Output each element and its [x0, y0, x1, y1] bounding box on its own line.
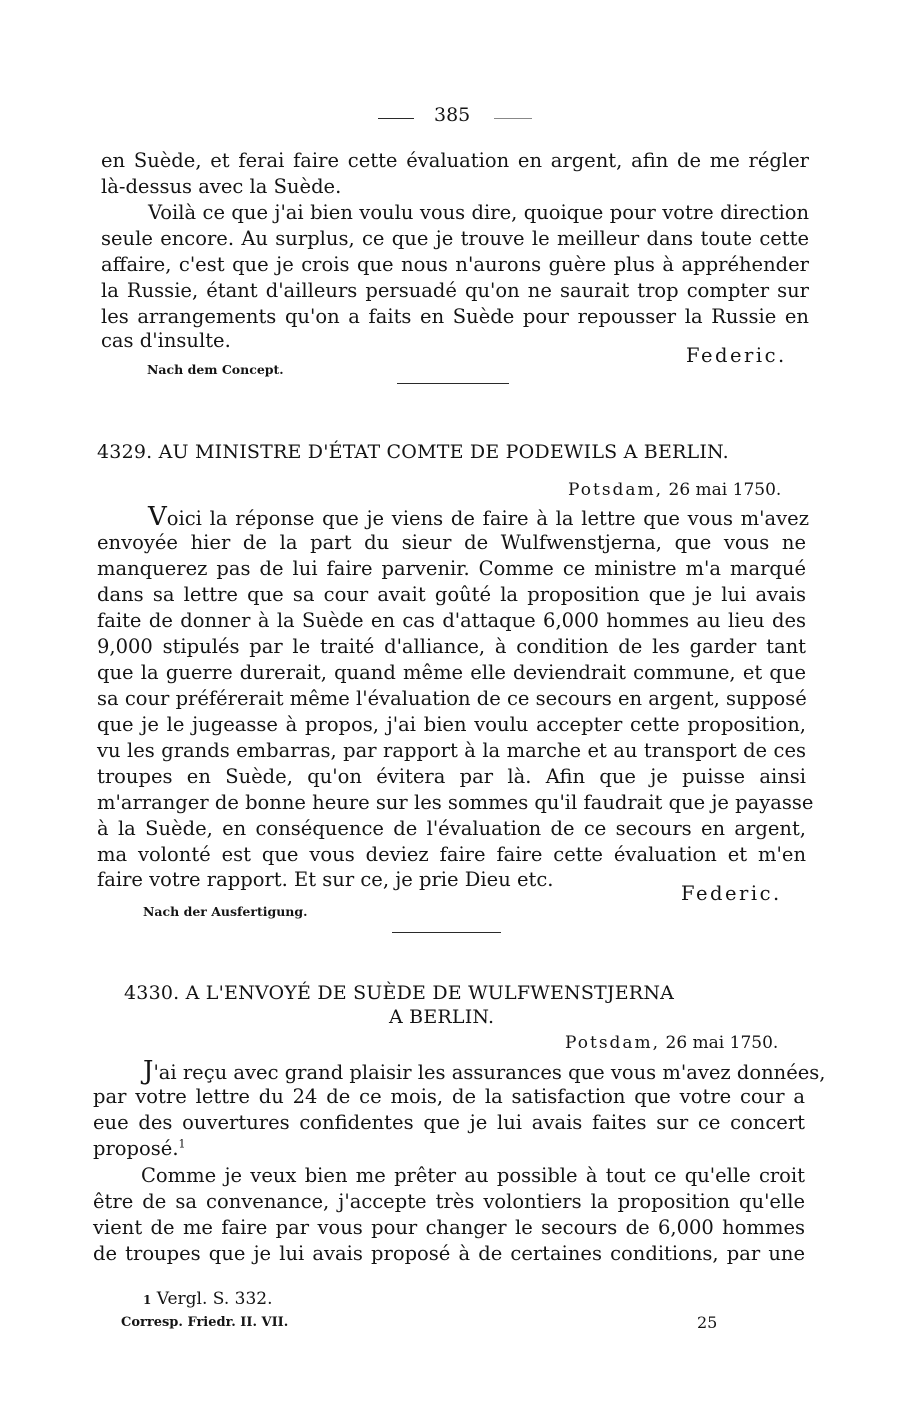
- letter-place: Potsdam,: [565, 1033, 661, 1053]
- text-line: à la Suède, en conséquence de l'évaluation de ce secours en argent,: [97, 817, 806, 840]
- text-line: que je le jugeasse à propos, j'ai bien voulu accepter cette proposition,: [97, 713, 806, 736]
- text-line: cas d'insulte.: [101, 329, 231, 352]
- footnote: [143, 1286, 273, 1313]
- text-line: faire votre rapport. Et sur ce, je prie Dieu etc.: [97, 868, 554, 891]
- initial-letter: J: [143, 1056, 154, 1086]
- text-line: eue des ouvertures confidentes que je lui avais faites sur ce concert: [93, 1111, 805, 1134]
- letter-dateline: [568, 477, 781, 503]
- letter-dateline: [565, 1030, 778, 1056]
- footer-source: Corresp. Friedr. II. VII.: [121, 1315, 289, 1330]
- text-line: de troupes que je lui avais proposé à de certaines conditions, par une: [93, 1242, 805, 1265]
- letter-heading: 4330. A L'ENVOYÉ DE SUÈDE DE WULFWENSTJERNA: [124, 982, 675, 1004]
- text-line-content: proposé.: [93, 1137, 179, 1160]
- text-line: [93, 1136, 186, 1162]
- text-line: m'arranger de bonne heure sur les sommes qu'il faudrait que je payasse: [97, 791, 814, 814]
- text-line: par votre lettre du 24 de ce mois, de la satisfaction que votre cour a: [93, 1085, 805, 1108]
- text-line: vu les grands embarras, par rapport à la marche et au transport de ces: [97, 739, 806, 762]
- section-divider: [397, 383, 509, 384]
- text-line: envoyée hier de la part du sieur de Wulfwenstjerna, que vous ne: [97, 531, 806, 554]
- text-line-content: oici la réponse que je viens de faire à la lettre que vous m'avez: [166, 507, 809, 530]
- text-line: ma volonté est que vous deviez faire faire cette évaluation et m'en: [97, 843, 806, 866]
- letter-date: 26 mai 1750.: [665, 1033, 779, 1053]
- page-number: 385: [434, 104, 471, 126]
- text-line: Comme je veux bien me prêter au possible à tout ce qu'elle croit: [141, 1164, 805, 1187]
- text-line: [148, 504, 809, 532]
- letter-place: Potsdam,: [568, 480, 664, 500]
- text-line: manquerez pas de lui faire parvenir. Comme ce ministre m'a marqué: [97, 557, 806, 580]
- text-line: faite de donner à la Suède en cas d'attaque 6,000 hommes au lieu des: [97, 609, 806, 632]
- source-note: Nach dem Concept.: [147, 362, 284, 377]
- text-line: affaire, c'est que je crois que nous n'aurons guère plus à appréhender: [101, 253, 809, 276]
- header-rule-right: [494, 118, 532, 119]
- footer-signature-number: 25: [697, 1313, 718, 1332]
- signature: Federic.: [686, 344, 787, 367]
- source-note: Nach der Ausfertigung.: [143, 904, 308, 919]
- letter-heading: 4329. AU MINISTRE D'ÉTAT COMTE DE PODEWILS A BERLIN.: [97, 441, 729, 463]
- text-line: dans sa lettre que sa cour avait goûté la proposition que je lui avais: [97, 583, 806, 606]
- text-line: troupes en Suède, qu'on évitera par là. Afin que je puisse ainsi: [97, 765, 806, 788]
- text-line-content: 'ai reçu avec grand plaisir les assurances que vous m'avez données,: [153, 1061, 826, 1084]
- text-line: seule encore. Au surplus, ce que je trouve le meilleur dans toute cette: [101, 227, 809, 250]
- text-line: être de sa convenance, j'accepte très volontiers la proposition qu'elle: [93, 1190, 805, 1213]
- text-line: vient de me faire par vous pour changer le secours de 6,000 hommes: [93, 1216, 805, 1239]
- header-rule-left: [378, 118, 414, 119]
- text-line: en Suède, et ferai faire cette évaluation en argent, afin de me régler: [101, 149, 809, 172]
- text-line: la Russie, étant d'ailleurs persuadé qu'on ne saurait trop compter sur: [101, 279, 809, 302]
- signature: Federic.: [681, 882, 782, 905]
- letter-date: 26 mai 1750.: [668, 480, 782, 500]
- text-line: [143, 1056, 826, 1086]
- footnote-marker: 1: [143, 1293, 152, 1307]
- text-line: les arrangements qu'on a faits en Suède pour repousser la Russie en: [101, 305, 809, 328]
- text-line: 9,000 stipulés par le traité d'alliance, à condition de les garder tant: [97, 635, 806, 658]
- text-line: Voilà ce que j'ai bien voulu vous dire, quoique pour votre direction: [148, 201, 809, 224]
- section-divider: [392, 932, 501, 933]
- text-line: là-dessus avec la Suède.: [101, 175, 342, 198]
- footnote-text: Vergl. S. 332.: [156, 1289, 273, 1309]
- text-line: sa cour préférerait même l'évaluation de ce secours en argent, supposé: [97, 687, 807, 710]
- initial-letter: V: [148, 502, 167, 532]
- text-line: que la guerre durerait, quand même elle deviendrait commune, et que: [97, 661, 806, 684]
- footnote-reference: 1: [178, 1137, 186, 1151]
- letter-heading-continued: A BERLIN.: [389, 1006, 495, 1028]
